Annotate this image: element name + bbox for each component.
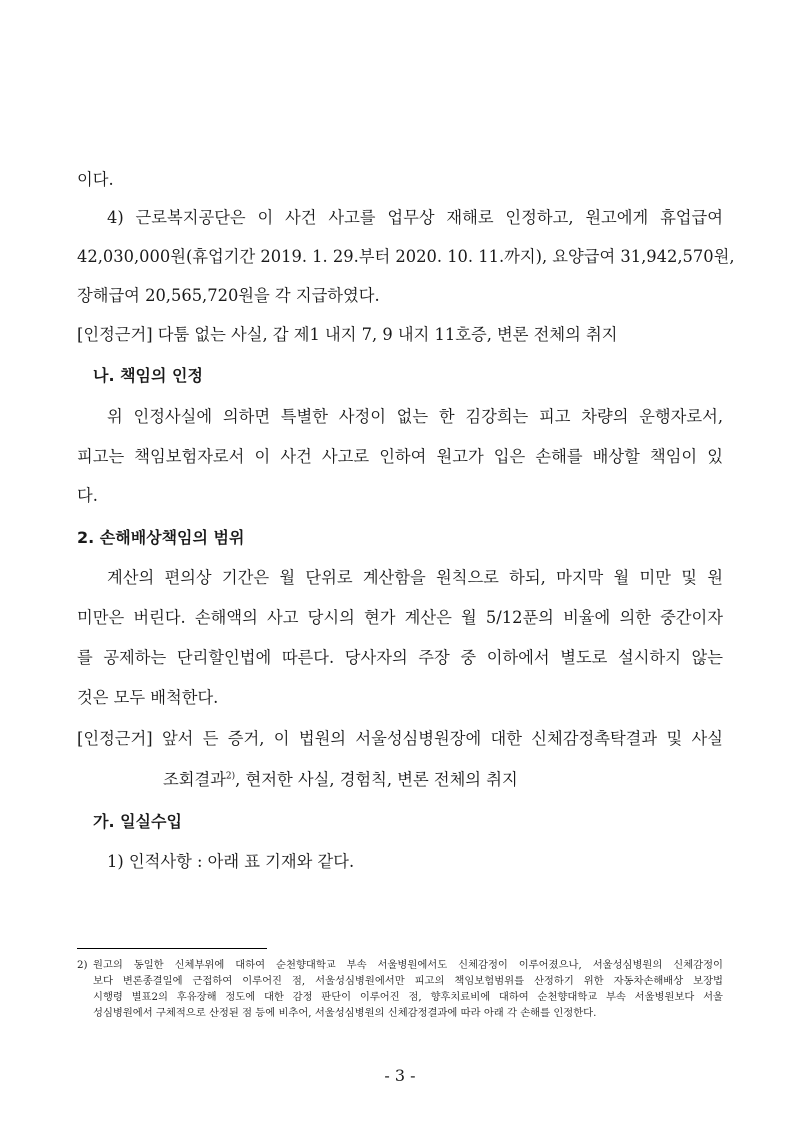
paragraph-line: 4) 근로복지공단은 이 사건 사고를 업무상 재해로 인정하고, 원고에게 휴업급여 — [107, 208, 723, 227]
paragraph-line: 1) 인적사항 : 아래 표 기재와 같다. — [107, 852, 355, 871]
evidence-basis-continued — [163, 769, 518, 791]
evidence-basis: [인정근거] 앞서 든 증거, 이 법원의 서울성심병원장에 대한 신체감정촉탁결과 및 사실 — [77, 729, 723, 748]
text-segment: 조회결과 — [163, 770, 226, 789]
paragraph-line: 이다. — [77, 170, 114, 189]
footnote-line: 보다 변론종결일에 근접하여 이루어진 점, 서울성심병원에서만 피고의 책임보험범위를 산정하기 위한 자동차손해배상 보장법 — [93, 975, 723, 987]
footnote-reference[interactable]: 2) — [225, 771, 236, 782]
footnote-line: 시행령 별표2의 후유장해 정도에 대한 감정 판단이 이루어진 점, 향후치료비에 대하여 순천향대학교 부속 서울병원보다 서울 — [93, 991, 723, 1003]
paragraph-line: 계산의 편의상 기간은 월 단위로 계산함을 원칙으로 하되, 마지막 월 미만 및 원 — [107, 568, 723, 587]
paragraph-line: 다. — [77, 486, 98, 505]
text-segment: , 현저한 사실, 경험칙, 변론 전체의 취지 — [235, 770, 518, 789]
paragraph-line: 위 인정사실에 의하면 특별한 사정이 없는 한 김강희는 피고 차량의 운행자로서, — [107, 407, 723, 426]
page-number: - 3 - — [384, 1066, 416, 1085]
evidence-basis: [인정근거] 다툼 없는 사실, 갑 제1 내지 7, 9 내지 11호증, 변론 전체의 취지 — [77, 325, 618, 344]
paragraph-line: 것은 모두 배척한다. — [77, 688, 219, 707]
footnote-divider — [77, 948, 267, 949]
paragraph-line: 42,030,000원(휴업기간 2019. 1. 29.부터 2020. 10. 11.까지), 요양급여 31,942,570원, — [77, 247, 735, 266]
paragraph-line: 미만은 버린다. 손해액의 사고 당시의 현가 계산은 월 5/12푼의 비율에 의한 중간이자 — [77, 608, 723, 627]
paragraph-line: 를 공제하는 단리할인법에 따른다. 당사자의 주장 중 이하에서 별도로 설시하지 않는 — [77, 648, 723, 667]
chapter-heading: 2. 손해배상책임의 범위 — [77, 528, 245, 547]
footnote-line: 원고의 동일한 신체부위에 대하여 순천향대학교 부속 서울병원에서도 신체감정이 이루어졌으나, 서울성심병원의 신체감정이 — [93, 959, 723, 971]
paragraph-line: 장해급여 20,565,720원을 각 지급하였다. — [77, 286, 380, 305]
paragraph-line: 피고는 책임보험자로서 이 사건 사고로 인하여 원고가 입은 손해를 배상할 책임이 있 — [77, 447, 723, 466]
footnote-line: 성심병원에서 구체적으로 산정된 점 등에 비추어, 서울성심병원의 신체감정결과에 따라 아래 각 손해를 인정한다. — [93, 1007, 597, 1019]
section-heading: 나. 책임의 인정 — [93, 366, 203, 385]
section-heading: 가. 일실수입 — [93, 812, 182, 831]
footnote-marker: 2) — [77, 959, 88, 971]
